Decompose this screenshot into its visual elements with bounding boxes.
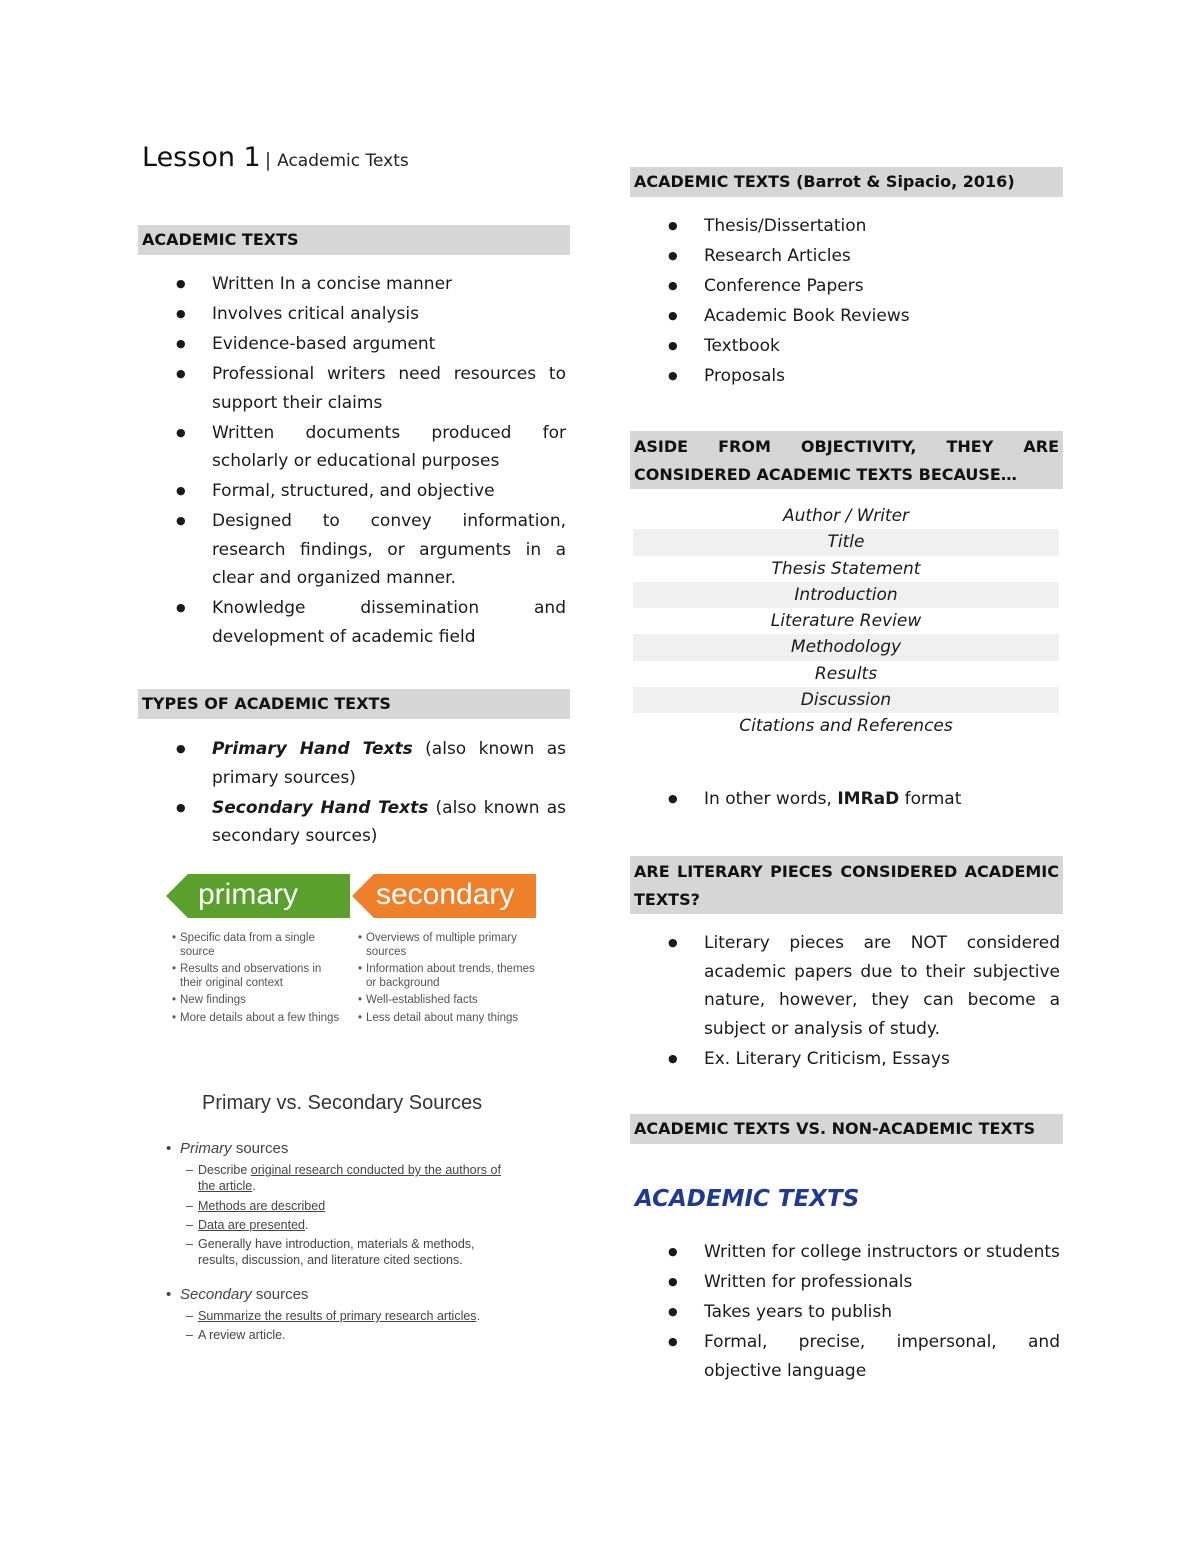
list-item: ● Involves critical analysis [138, 300, 566, 329]
list-item: • More details about a few things [172, 1012, 342, 1026]
list-item: ● Thesis/Dissertation [630, 212, 1060, 241]
element-row: Methodology [633, 634, 1059, 660]
section-heading-types: TYPES OF ACADEMIC TEXTS [138, 689, 570, 719]
list-item: ● Written documents produced for scholarly or educational purposes [138, 419, 566, 476]
secondary-hand-texts-desc: (also known as secondary sources) [212, 797, 566, 846]
academic-texts-characteristics-list [630, 1238, 1060, 1387]
list-item: ● Written In a concise manner [138, 270, 566, 299]
list-item: • Overviews of multiple primary sources [358, 932, 538, 959]
list-item: ● Textbook [630, 332, 1060, 361]
list-item: • Results and observations in their original context [172, 963, 342, 990]
lesson-subtitle: Academic Texts [277, 151, 409, 171]
slide-primary-point: – Generally have introduction, materials & methods, results, discussion, and literature cited sections. [186, 1237, 475, 1267]
section-heading-aside-from-objectivity: ASIDE FROM OBJECTIVITY, THEY ARE CONSIDERED ACADEMIC TEXTS BECAUSE… [630, 431, 1063, 489]
element-row: Title [633, 529, 1059, 555]
slide-primary-point: – Describe original research conducted by the authors of the article. [186, 1163, 501, 1193]
academic-text-elements [633, 503, 1059, 740]
secondary-label: secondary [376, 878, 515, 911]
element-row: Thesis Statement [771, 558, 921, 579]
section-heading-academic-vs-non-academic: ACADEMIC TEXTS VS. NON-ACADEMIC TEXTS [630, 1114, 1063, 1144]
list-item: • Less detail about many things [358, 1012, 538, 1026]
list-item: ● Formal, structured, and objective [138, 477, 566, 506]
title-separator: | [264, 149, 272, 171]
element-row: Results [814, 663, 878, 684]
list-item: • New findings [172, 994, 342, 1008]
section-heading-literary-pieces: ARE LITERARY PIECES CONSIDERED ACADEMIC TEXTS? [630, 856, 1063, 914]
imrad-term: IMRaD [837, 789, 900, 809]
list-item: ● Research Articles [630, 242, 1060, 271]
element-row: Citations and References [739, 716, 953, 737]
element-row: Author / Writer [782, 506, 910, 526]
list-item: ● Proposals [630, 362, 1060, 391]
element-row: Discussion [633, 687, 1059, 713]
slide-primary-point: – Methods are described [186, 1199, 326, 1213]
list-item: • Specific data from a single source [172, 932, 342, 959]
list-item: ● Written for college instructors or students [630, 1238, 1060, 1267]
secondary-points [358, 932, 538, 1029]
primary-vs-secondary-slide [160, 1088, 530, 1348]
academic-text-types-list [630, 212, 1060, 392]
lesson-number: Lesson 1 [142, 142, 261, 173]
slide-secondary-point: – Summarize the results of primary research articles. [186, 1309, 481, 1323]
slide-secondary-point: – A review article. [186, 1328, 286, 1342]
list-item: ● Written for professionals [630, 1268, 1060, 1297]
list-item: • Well-established facts [358, 994, 538, 1008]
slide-title: Primary vs. Secondary Sources [202, 1092, 483, 1114]
section-heading-academic-texts: ACADEMIC TEXTS [138, 225, 570, 255]
element-row: Introduction [633, 582, 1059, 608]
literary-pieces-list [630, 929, 1060, 1075]
list-item: ● Professional writers need resources to support their claims [138, 360, 566, 417]
element-row: Literature Review [770, 611, 922, 632]
list-item: ● Knowledge dissemination and development of academic field [138, 594, 566, 651]
list-item: ● Ex. Literary Criticism, Essays [630, 1045, 1060, 1074]
list-item [138, 794, 566, 851]
list-item: ● Literary pieces are NOT considered academic papers due to their subjective nature, however, they can become a subject or analysis of study. [630, 929, 1060, 1043]
primary-label: primary [198, 878, 299, 911]
slide-secondary-heading: • Secondary sources [166, 1286, 309, 1303]
list-item: ● Academic Book Reviews [630, 302, 1060, 331]
slide-primary-heading: • Primary sources [166, 1140, 289, 1157]
section-heading-academic-texts-types: ACADEMIC TEXTS (Barrot & Sipacio, 2016) [630, 167, 1063, 197]
types-list [138, 735, 566, 852]
list-item [138, 735, 566, 792]
list-item: ● Takes years to publish [630, 1298, 1060, 1327]
academic-texts-subheading: ACADEMIC TEXTS [635, 1186, 860, 1212]
lesson-title [142, 142, 409, 173]
imrad-note: ● In other words, IMRaD format [630, 785, 1060, 814]
primary-hand-texts-desc: (also known as primary sources) [212, 739, 566, 788]
primary-secondary-graphic [166, 874, 541, 1044]
list-item: • Information about trends, themes or background [358, 963, 538, 990]
secondary-hand-texts-label: Secondary Hand Texts [212, 797, 429, 818]
list-item: ● Designed to convey information, research findings, or arguments in a clear and organized manner. [138, 507, 566, 593]
list-item: ● Formal, precise, impersonal, and objective language [630, 1328, 1060, 1385]
list-item: ● Conference Papers [630, 272, 1060, 301]
list-item: ● Evidence-based argument [138, 330, 566, 359]
imrad-note-list [630, 785, 1060, 815]
primary-hand-texts-label: Primary Hand Texts [212, 739, 413, 759]
academic-texts-list [138, 270, 566, 653]
slide-primary-point: – Data are presented. [186, 1218, 309, 1232]
primary-points [172, 932, 342, 1029]
